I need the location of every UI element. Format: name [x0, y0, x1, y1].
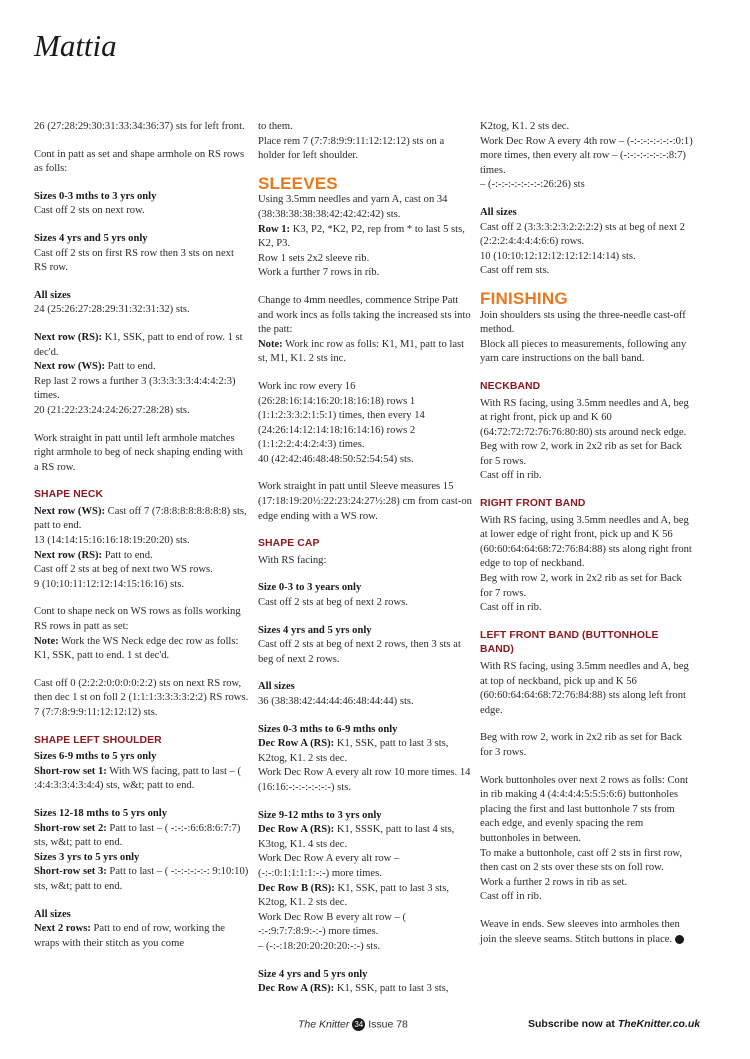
row-label: Next row (WS):	[34, 505, 106, 517]
instruction-block	[480, 206, 695, 279]
text: Cast off 7 (7:8:8:8:8:8:8:8:8) sts, patt to end.	[34, 505, 247, 532]
text: K1, SSSK, patt to last 4 sts, K3tog, K1. 4 sts dec.	[258, 824, 455, 850]
row-label: Short-row set 2:	[34, 822, 107, 834]
section-heading: SHAPE CAP	[258, 538, 320, 550]
text: Beg with row 2, work in 2x2 rib as set for Back for 3 rows.	[480, 732, 682, 758]
magazine-name: The Knitter	[298, 1018, 350, 1031]
instruction-block	[480, 514, 695, 616]
instruction-block	[480, 309, 695, 367]
instruction-block	[258, 120, 473, 164]
subheading: Sizes 12-18 mths to 5 yrs only	[34, 807, 168, 819]
text: Work inc row as folls: K1, M1, patt to last st, M1, K1. 2 sts inc.	[258, 338, 465, 365]
subsection	[258, 581, 473, 610]
text: With RS facing, using 3.5mm needles and A, beg at top of neckband, pick up and K 56 (60:60:64:64:68:72:76:84:88) sts along left front edge.	[480, 661, 689, 716]
site-link[interactable]: TheKnitter.co.uk	[617, 1018, 701, 1030]
row-label: Short-row set 3:	[34, 866, 107, 878]
text: – (-:-:-:-:-:-:-:-:26:26) sts	[480, 179, 585, 191]
subheading: Sizes 0-3 mths to 6-9 mths only	[258, 723, 398, 735]
text: Using 3.5mm needles and yarn A, cast on 34 (38:38:38:38:38:42:42:42:42) sts.	[258, 194, 448, 220]
instruction-block	[258, 723, 473, 796]
text: Work Dec Row A every alt row – (-:-:0:1:1:1:1:-:-) more times.	[258, 853, 400, 879]
subheading: Size 4 yrs and 5 yrs only	[258, 968, 368, 980]
text: Beg with row 2, work in 2x2 rib as set for Back for 5 rows.	[480, 441, 682, 467]
row-label: Row 1:	[258, 223, 291, 235]
text: Cont to shape neck on WS rows as folls working RS rows in patt as set:	[34, 606, 241, 633]
instruction-block	[480, 774, 695, 905]
row-label: Dec Row A (RS):	[258, 983, 335, 995]
instruction-block	[480, 397, 695, 485]
text: to them.	[258, 121, 293, 132]
page-number: 34	[352, 1018, 365, 1031]
instruction-block	[258, 968, 473, 997]
text: K1, SSK, patt to last 3 sts, K2tog, K1. 2 sts dec.	[258, 882, 449, 909]
subsection	[258, 680, 473, 709]
text: Beg with row 2, work in 2x2 rib as set for Back for 7 rows.	[480, 573, 682, 599]
end-mark-icon	[675, 935, 684, 944]
subheading: All sizes	[34, 289, 71, 301]
column-2	[258, 120, 473, 1010]
text: Cast off 2 sts at beg of next two WS rows.	[34, 564, 213, 576]
instruction-block	[480, 120, 695, 193]
subscribe-text: Subscribe now at	[528, 1018, 618, 1030]
instruction-block	[258, 809, 473, 955]
text: K1, SSK, patt to last 3 sts, K2tog, K1. 2 sts dec.	[258, 738, 449, 764]
subheading: Sizes 3 yrs to 5 yrs only	[34, 851, 140, 863]
text: Patt to end of row, working the wraps with their stitch as you come	[34, 923, 225, 949]
text: Work a further 7 rows in rib.	[258, 267, 380, 279]
text: Work inc row every 16 (26:28:16:14:16:20:18:16:18) rows 1 (1:1:2:3:3:2:1:5:1) times, then every 14 (24:26:14:12:14:18:16:14:16) rows 2 (1:1:2:2:4:4:2:4:3) times.	[258, 380, 425, 451]
section-heading: LEFT FRONT BAND (BUTTONHOLE BAND)	[480, 629, 659, 656]
row-label: Dec Row A (RS):	[258, 738, 335, 750]
text: Cast off 2 sts at beg of next 2 rows.	[258, 597, 408, 609]
text: 26 (27:28:29:30:31:33:34:36:37) sts for left front.	[34, 121, 245, 132]
row-label: Next row (RS):	[34, 549, 103, 561]
text: Cast off 2 sts at beg of next 2 rows, then 3 sts at beg of next 2 rows.	[258, 639, 461, 665]
section-heading: SLEEVES	[258, 173, 338, 193]
subsection	[34, 190, 249, 219]
subsection	[258, 624, 473, 668]
text: K2tog, K1. 2 sts dec.	[480, 121, 570, 132]
text: Cast off rem sts.	[480, 265, 550, 277]
subheading: Sizes 6-9 mths to 5 yrs only	[34, 751, 157, 763]
section-heading: RIGHT FRONT BAND	[480, 498, 586, 510]
column-1	[34, 120, 249, 964]
row-label: Short-row set 1:	[34, 765, 107, 777]
text: Patt to end.	[102, 549, 153, 561]
text: Cast off in rib.	[480, 470, 542, 482]
subheading: All sizes	[34, 908, 71, 920]
issue-label: Issue 78	[368, 1018, 408, 1031]
text: Place rem 7 (7:7:8:9:9:11:12:12:12) sts on a holder for left shoulder.	[258, 135, 445, 162]
section-heading: SHAPE NECK	[34, 489, 104, 501]
text: 24 (25:26:27:28:29:31:32:31:32) sts.	[34, 304, 190, 316]
row-label: Next 2 rows:	[34, 923, 91, 935]
row-label: Next row (RS):	[34, 331, 103, 343]
text: Rep last 2 rows a further 3 (3:3:3:3:3:4:4:4:2:3) times.	[34, 375, 236, 402]
text: Cast off 2 (3:3:3:2:3:2:2:2:2) sts at beg of next 2 (2:2:2:4:4:4:4:6:6) rows.	[480, 221, 685, 248]
row-label: Next row (WS):	[34, 361, 106, 373]
footer-right	[528, 1018, 700, 1030]
text: 13 (14:14:15:16:16:18:19:20:20) sts.	[34, 535, 190, 547]
subsection	[34, 232, 249, 276]
text: Work a further 2 rows in rib as set.	[480, 876, 628, 888]
instruction-block	[258, 380, 473, 468]
note-label: Note:	[34, 635, 59, 647]
instruction-block	[258, 193, 473, 281]
row-label: Dec Row A (RS):	[258, 824, 335, 836]
text: K3, P2, *K2, P2, rep from * to last 5 sts, K2, P3.	[258, 223, 465, 250]
text: K1, SSK, patt to end of row. 1 st dec'd.	[34, 331, 243, 358]
subheading: All sizes	[480, 206, 517, 218]
section-heading: FINISHING	[480, 288, 568, 308]
section-heading: NECKBAND	[480, 380, 541, 392]
text: Work straight in patt until Sleeve measures 15 (17:18:19:20½:22:23:24:27½:28) cm from cast-on edge ending with a WS row.	[258, 481, 472, 522]
text: Cast off in rib.	[480, 602, 542, 614]
subheading: Sizes 0-3 mths to 3 yrs only	[34, 190, 157, 202]
instruction-block	[258, 294, 473, 367]
text: With WS facing, patt to last – ( :4:4:3:3:4:3:4:4) sts, w&t; patt to end.	[34, 765, 242, 792]
text: 10 (10:10:12:12:12:12:12:14:14) sts.	[480, 250, 636, 262]
text: 36 (38:38:42:44:44:46:48:44:44) sts.	[258, 696, 414, 707]
text: Patt to end.	[105, 361, 156, 373]
footer-left	[298, 1018, 408, 1031]
column-3	[480, 120, 695, 960]
text: K1, SSK, patt to last 3 sts,	[334, 983, 449, 995]
text: Cast off in rib.	[480, 891, 542, 903]
note-label: Note:	[258, 338, 283, 350]
page-title: Mattia	[34, 28, 117, 63]
text: Patt to last – ( -:-:-:6:6:8:6:7:7) sts, w&t; patt to end.	[34, 822, 241, 849]
instruction-block	[34, 605, 249, 663]
instruction-block	[34, 807, 249, 851]
text: Block all pieces to measurements, following any yarn care instructions on the ball band.	[480, 338, 687, 365]
instruction-block	[34, 505, 249, 593]
text: – (-:-:18:20:20:20:20:-:-) sts.	[258, 940, 381, 952]
text: With RS facing, using 3.5mm needles and A, beg at right front, pick up and K 60 (64:72:72:72:76:76:80:80) sts around neck edge.	[480, 397, 689, 438]
text: Join shoulders sts using the three-needle cast-off method.	[480, 309, 686, 336]
subheading: Sizes 4 yrs and 5 yrs only	[34, 232, 148, 244]
section-heading: SHAPE LEFT SHOULDER	[34, 734, 162, 746]
text-end	[480, 918, 695, 947]
text: With RS facing, using 3.5mm needles and A, beg at lower edge of right front, pick up and K 56 (60:60:64:64:68:72:76:84:88) sts along right front edge to top of neckband.	[480, 514, 692, 570]
text: 40 (42:42:46:48:48:50:52:54:54) sts.	[258, 453, 414, 465]
text: Row 1 sets 2x2 sleeve rib.	[258, 252, 370, 264]
text: Cast off 0 (2:2:2:0:0:0:0:2:2) sts on next RS row, then dec 1 st on foll 2 (1:1:1:3:3:3:3:2:2) RS rows. 7 (7:7:8:9:9:11:12:12:12) sts.	[34, 677, 249, 718]
text: Work Dec Row A every 4th row – (-:-:-:-:-:-:-:0:1) more times, then every alt row – (-:-:-:-:-:-:-:8:7) times.	[480, 135, 693, 176]
text: Work straight in patt until left armhole matches right armhole to beg of neck shaping ending with a RS row.	[34, 432, 243, 473]
instruction-block	[34, 851, 249, 895]
text: Work Dec Row A every alt row 10 more times. 14 (16:16:-:-:-:-:-:-:-) sts.	[258, 767, 471, 793]
text: 9 (10:10:11:12:12:14:15:16:16) sts.	[34, 578, 184, 590]
text: Change to 4mm needles, commence Stripe Patt and work incs as folls taking the increased sts into the patt:	[258, 294, 471, 336]
instruction-block	[34, 750, 249, 794]
text: Cast off 2 sts on first RS row then 3 sts on next RS row.	[34, 247, 234, 274]
text: Work the WS Neck edge dec row as folls: K1, SSK, patt to end. 1 st dec'd.	[34, 635, 239, 662]
row-label: Dec Row B (RS):	[258, 882, 335, 894]
subheading: Sizes 4 yrs and 5 yrs only	[258, 624, 372, 636]
subsection	[34, 289, 249, 318]
text: Patt to last – ( -:-:-:-:-:-: 9:10:10) sts, w&t; patt to end.	[34, 866, 249, 892]
subheading: Size 0-3 to 3 years only	[258, 582, 362, 594]
subheading: Size 9-12 mths to 3 yrs only	[258, 809, 382, 821]
text: 20 (21:22:23:24:24:26:27:28:28) sts.	[34, 404, 190, 416]
subheading: All sizes	[258, 681, 295, 693]
text: Work buttonholes over next 2 rows as folls: Cont in rib making 4 (4:4:4:4:5:5:5:6:6) buttonholes placing the first and last buttonhole 7 sts from each edge, and evenly spacing the rem buttonholes in between.	[480, 774, 689, 844]
text: Weave in ends. Sew sleeves into armholes then join the sleeve seams. Stitch buttons in place.	[480, 918, 680, 945]
text: Cont in patt as set and shape armhole on RS rows as folls:	[34, 148, 245, 175]
text: Cast off 2 sts on next row.	[34, 205, 145, 217]
text: To make a buttonhole, cast off 2 sts in first row, then cast on 2 sts over these sts on foll row.	[480, 847, 682, 874]
instruction-block	[34, 908, 249, 952]
text: With RS facing:	[258, 554, 327, 566]
instruction-block	[34, 331, 249, 419]
text: Work Dec Row B every alt row – ( -:-:9:7:7:8:9:-:-) more times.	[258, 911, 407, 938]
